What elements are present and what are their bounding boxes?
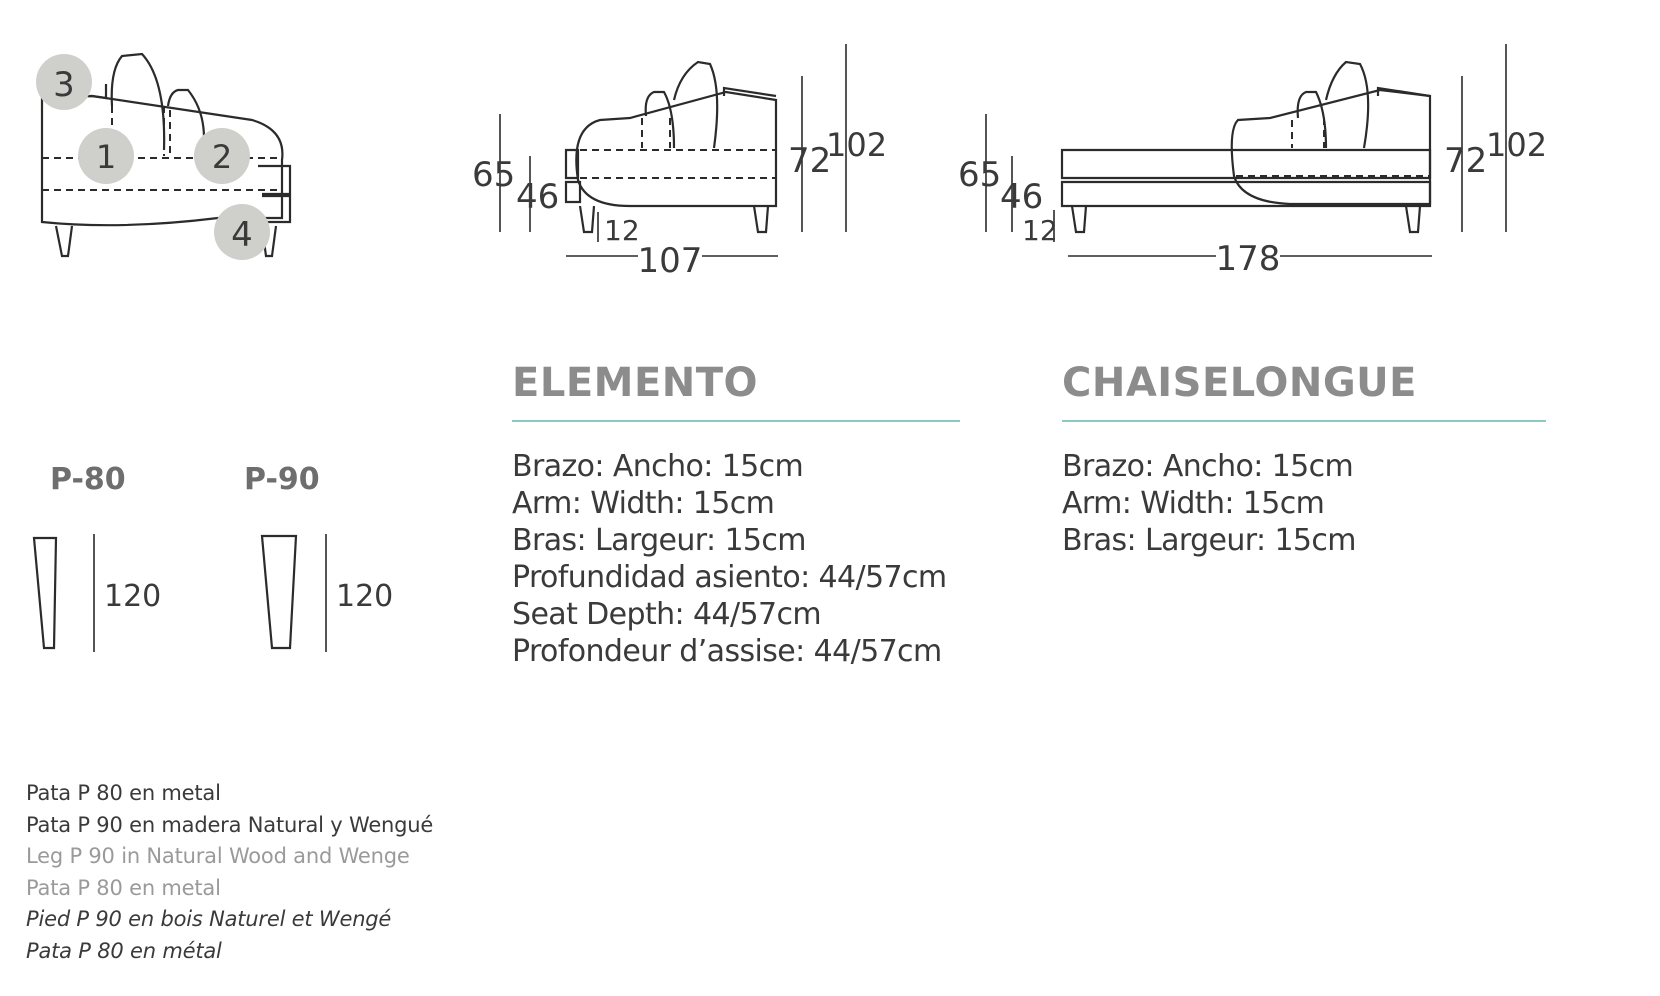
leg-notes [26,778,433,967]
elemento-spec-line: Brazo: Ancho: 15cm [512,449,804,484]
chaiselongue-drawing [950,0,1590,300]
leg-p90-height: 120 [336,579,394,614]
elemento-spec-list [512,448,947,670]
chaise-dim-46: 46 [1000,177,1044,217]
elemento-dim-12: 12 [604,214,640,247]
chaise-body [1062,150,1430,178]
leg-p90-title: P-90 [244,462,320,497]
marker-4-label: 4 [231,215,253,255]
leg-p90-drawing [250,528,450,658]
note-line: Pata P 80 en metal [26,875,221,900]
elemento-dim-107: 107 [637,241,703,281]
elemento-spec-line: Profondeur d’assise: 44/57cm [512,634,942,669]
leg-p80-height: 120 [104,579,162,614]
top-view-drawing [0,0,320,280]
chaiselongue-spec-line: Brazo: Ancho: 15cm [1062,449,1354,484]
chaise-dim-72: 72 [1444,141,1488,181]
leg-p80-drawing [20,528,220,658]
note-line: Leg P 90 in Natural Wood and Wenge [26,844,410,868]
chaise-dim-12: 12 [1022,214,1058,247]
marker-4 [214,204,270,260]
elemento-spec-line: Bras: Largeur: 15cm [512,523,806,558]
note-line: Pata P 90 en madera Natural y Wengué [26,812,434,837]
chaiselongue-spec-line: Bras: Largeur: 15cm [1062,523,1356,558]
chaise-dim-102: 102 [1486,126,1548,164]
chaiselongue-spec-line: Arm: Width: 15cm [1062,486,1325,521]
elemento-spec-line: Profundidad asiento: 44/57cm [512,560,947,595]
marker-2 [194,128,250,184]
note-line: Pata P 80 en metal [26,781,221,805]
elemento-title: ELEMENTO [512,360,759,406]
elemento-dim-102: 102 [826,126,888,164]
chaiselongue-rule [1062,420,1546,422]
elemento-dim-65: 65 [472,155,516,195]
note-line: Pata P 80 en métal [26,938,222,963]
elemento-spec-line: Arm: Width: 15cm [512,486,775,521]
note-line: Pied P 90 en bois Naturel et Wengé [26,907,392,931]
chaiselongue-spec-list [1062,448,1356,559]
elemento-rule [512,420,960,422]
marker-2-label: 2 [211,138,233,176]
leg-p80-title: P-80 [50,462,126,497]
elemento-drawing [470,0,890,300]
elemento-dim-46: 46 [516,177,560,217]
chaise-dim-65: 65 [958,155,1002,195]
marker-3-label: 3 [53,65,75,105]
marker-1-label: 1 [95,138,117,176]
chaiselongue-title: CHAISELONGUE [1062,360,1417,406]
elemento-spec-line: Seat Depth: 44/57cm [512,597,821,632]
elemento-dim-72: 72 [788,141,832,181]
chaise-dim-178: 178 [1215,239,1281,279]
marker-1 [78,128,134,184]
marker-3 [36,54,92,110]
